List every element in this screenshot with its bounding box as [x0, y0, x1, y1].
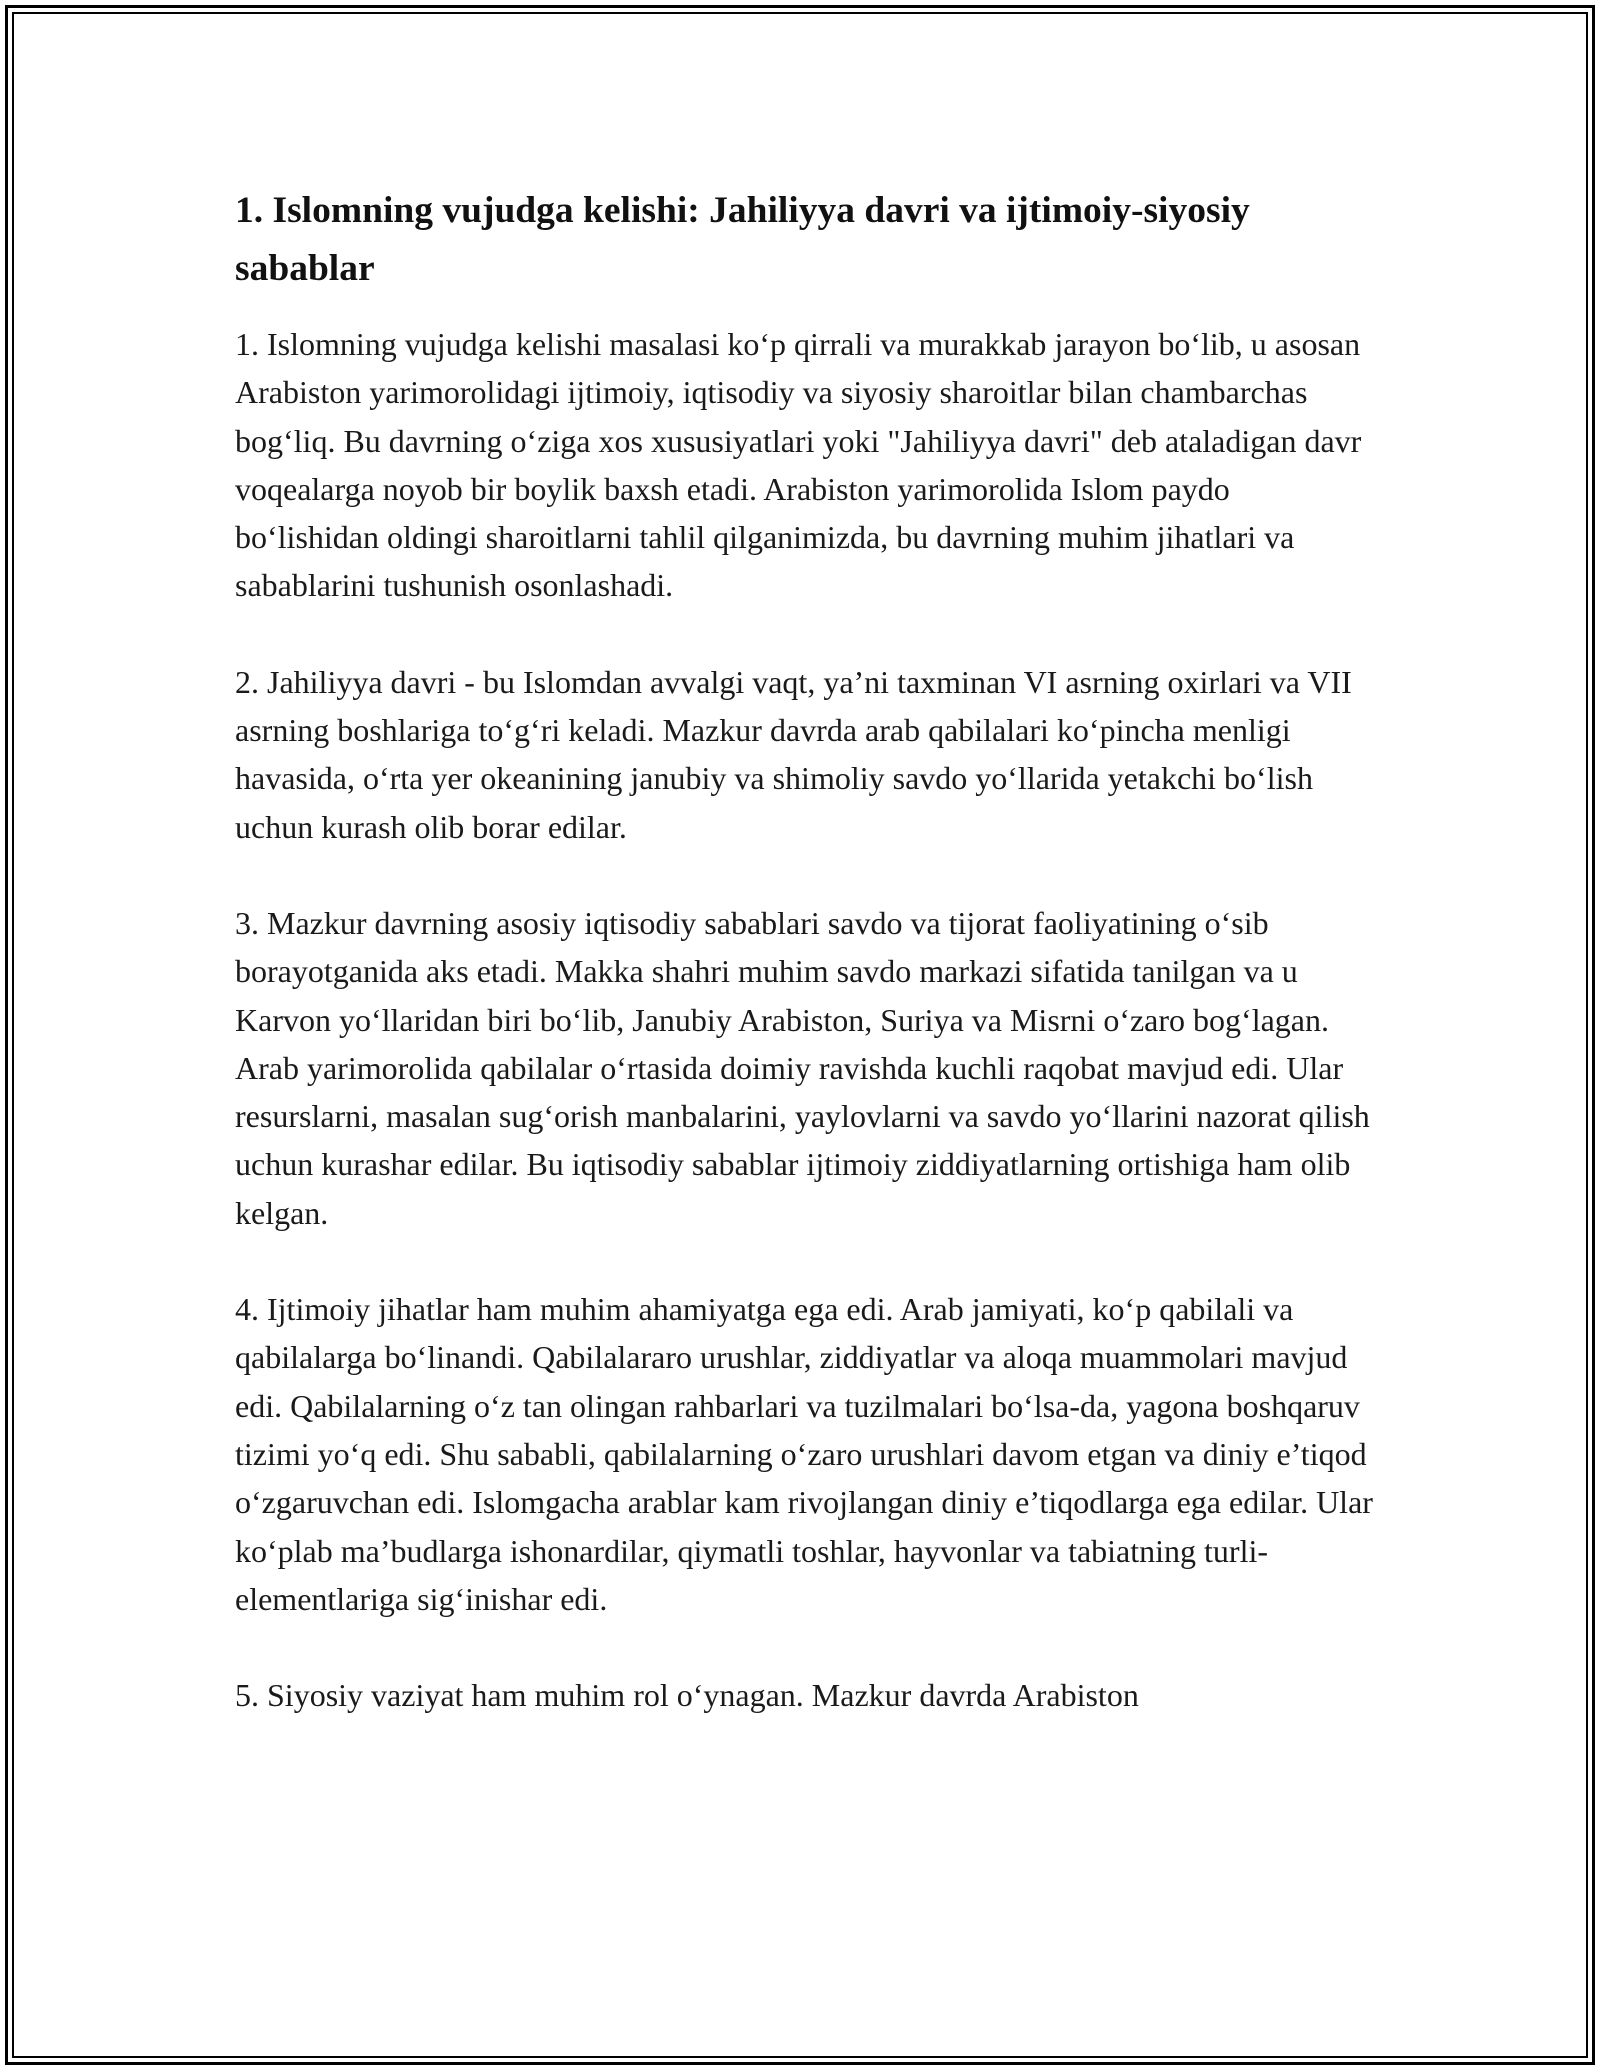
paragraph-4: 4. Ijtimoiy jihatlar ham muhim ahamiyatga ega edi. Arab jamiyati, ko‘p qabilali va qabilalarga bo‘linandi. Qabilalararo urushlar, ziddiyatlar va aloqa muammolari mavjud edi. Qabilalarning o‘z tan olingan rahbarlari va tuzilmalari bo‘lsa-da, yagona boshqaruv tizimi yo‘q edi. Shu sababli, qabilalarning o‘zaro urushlari davom etgan va diniy e’tiqod o‘zgaruvchan edi. Islomgacha arablar kam rivojlangan diniy e’tiqodlarga ega edilar. Ular ko‘plab ma’budlarga ishonardilar, qiymatli toshlar, hayvonlar va tabiatning turli-elementlariga sig‘inishar edi.	[235, 1291, 1373, 1617]
paragraph-2: 2. Jahiliyya davri - bu Islomdan avvalgi vaqt, ya’ni taxminan VI asrning oxirlari va VII asrning boshlariga to‘g‘ri keladi. Mazkur davrda arab qabilalari ko‘pincha menligi havasida, o‘rta yer okeanining janubiy va shimoliy savdo yo‘llarida yetakchi bo‘lish uchun kurash olib borar edilar.	[235, 663, 1352, 845]
section-heading: 1. Islomning vujudga kelishi: Jahiliyya davri va ijtimoiy-siyosiy sabablar	[235, 190, 1250, 289]
document-body	[235, 182, 1375, 1767]
paragraph-1: 1. Islomning vujudga kelishi masalasi ko‘p qirrali va murakkab jarayon bo‘lib, u asosan Arabiston yarimorolidagi ijtimoiy, iqtisodiy va siyosiy sharoitlar bilan chambarchas bog‘liq. Bu davrning o‘ziga xos xususiyatlari yoki "Jahiliyya davri" deb ataladigan davr voqealarga noyob bir boylik baxsh etadi. Arabiston yarimorolida Islom paydo bo‘lishidan oldingi sharoitlarni tahlil qilganimizda, bu davrning muhim jihatlari va sabablarini tushunish osonlashadi.	[235, 326, 1362, 604]
paragraph-5: 5. Siyosiy vaziyat ham muhim rol o‘ynagan. Mazkur davrda Arabiston	[235, 1677, 1139, 1714]
paragraph-3: 3. Mazkur davrning asosiy iqtisodiy sabablari savdo va tijorat faoliyatining o‘sib borayotganida aks etadi. Makka shahri muhim savdo markazi sifatida tanilgan va u Karvon yo‘llaridan biri bo‘lib, Janubiy Arabiston, Suriya va Misrni o‘zaro bog‘lagan. Arab yarimorolida qabilalar o‘rtasida doimiy ravishda kuchli raqobat mavjud edi. Ular resurslarni, masalan sug‘orish manbalarini, yaylovlarni va savdo yo‘llarini nazorat qilish uchun kurashar edilar. Bu iqtisodiy sabablar ijtimoiy ziddiyatlarning ortishiga ham olib kelgan.	[235, 904, 1370, 1231]
